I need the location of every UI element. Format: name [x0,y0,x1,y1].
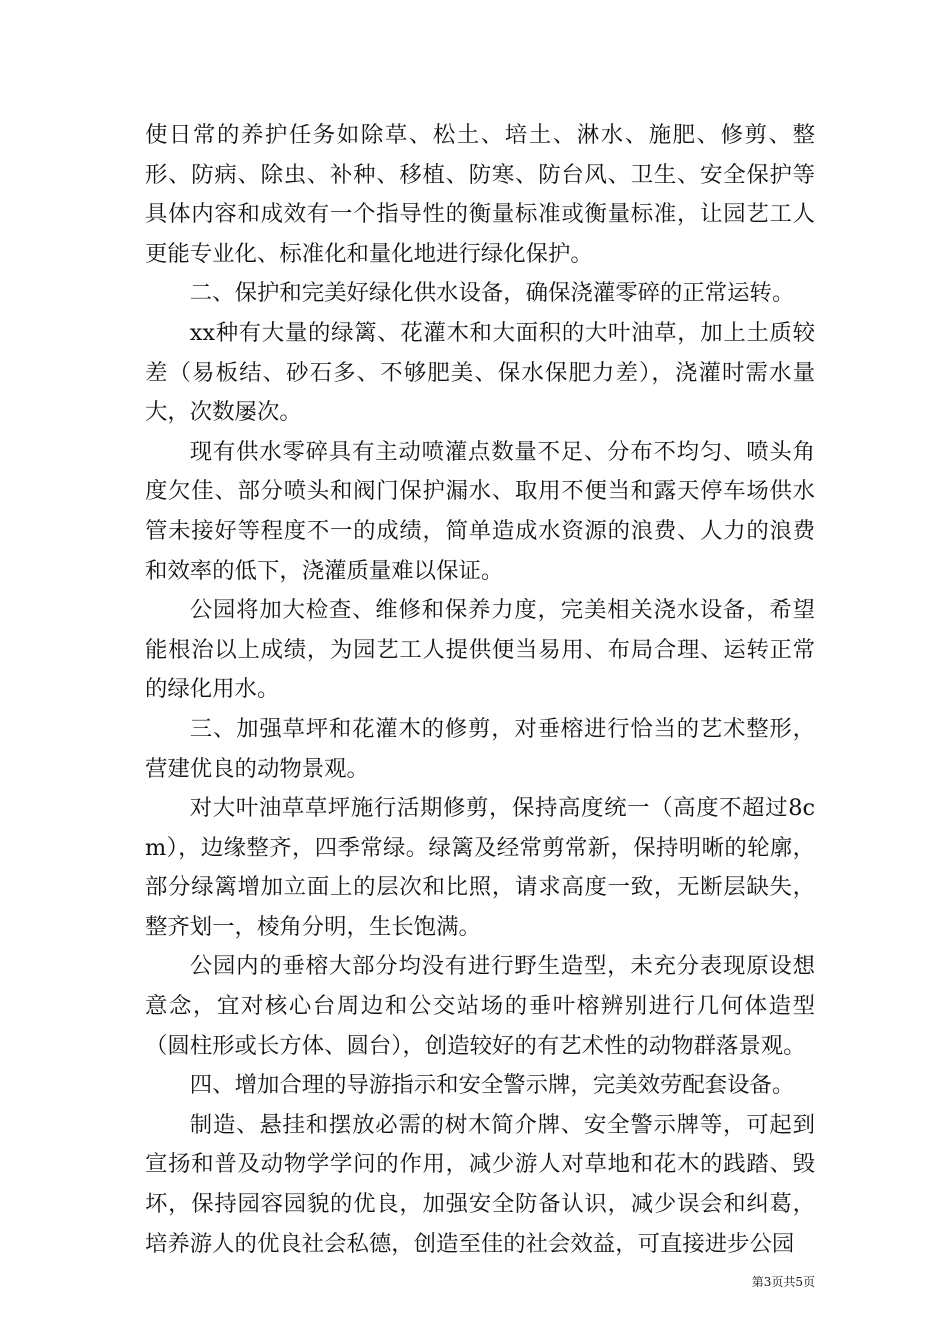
paragraph-5: 公园将加大检查、维修和保养力度，完美相关浇水设备，希望能根治以上成绩，为园艺工人提供便当易用、布局合理、运转正常的绿化用水。 [145,597,815,703]
paragraph-3: xx种有大量的绿篱、花灌木和大面积的大叶油草，加上土质较差（易板结、砂石多、不够肥美、保水保肥力差），浇灌时需水量大，次数屡次。 [145,319,815,426]
page-number-footer: 第3页共5页 [751,1275,815,1289]
document-body [145,116,815,1264]
paragraph-6-heading: 三、加强草坪和花灌木的修剪，对垂榕进行恰当的艺术整形，营建优良的动物景观。 [145,715,815,782]
paragraph-8: 公园内的垂榕大部分均没有进行野生造型，未充分表现原设想意念，宜对核心台周边和公交站场的垂叶榕辨别进行几何体造型（圆柱形或长方体、圆台），创造较好的有艺术性的动物群落景观。 [145,953,815,1059]
paragraph-4: 现有供水零碎具有主动喷灌点数量不足、分布不均匀、喷头角度欠佳、部分喷头和阀门保护漏水、取用不便当和露天停车场供水管未接好等程度不一的成绩，简单造成水资源的浪费、人力的浪费和效率的低下，浇灌质量难以保证。 [145,438,815,584]
paragraph-2-heading: 二、保护和完美好绿化供水设备，确保浇灌零碎的正常运转。 [189,280,795,307]
paragraph-10: 制造、悬挂和摆放必需的树木简介牌、安全警示牌等，可起到宣扬和普及动物学学问的作用，减少游人对草地和花木的践踏、毁坏，保持园容园貌的优良，加强安全防备认识，减少误会和纠葛，培养游人的优良社会私德，创造至佳的社会效益，可直接进步公园 [145,1111,815,1257]
paragraph-7: 对大叶油草草坪施行活期修剪，保持高度统一（高度不超过8cm），边缘整齐，四季常绿。绿篱及经常剪常新，保持明晰的轮廓，部分绿篱增加立面上的层次和比照，请求高度一致，无断层缺失，整齐划一，棱角分明，生长饱满。 [145,795,815,940]
paragraph-9-heading: 四、增加合理的导游指示和安全警示牌，完美效劳配套设备。 [189,1072,795,1099]
paragraph-1: 使日常的养护任务如除草、松土、培土、淋水、施肥、修剪、整形、防病、除虫、补种、移植、防寒、防台风、卫生、安全保护等具体内容和成效有一个指导性的衡量标准或衡量标准，让园艺工人更能专业化、标准化和量化地进行绿化保护。 [145,122,815,267]
